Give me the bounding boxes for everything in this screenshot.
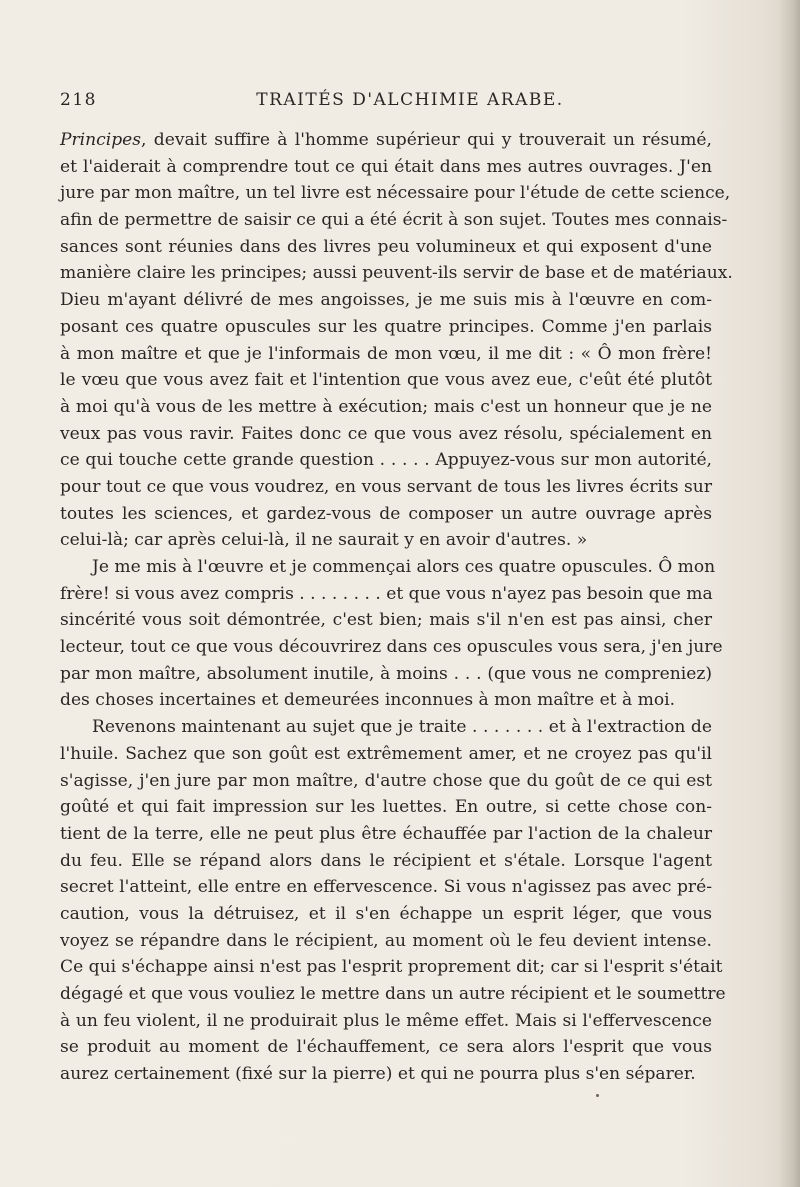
line-text: et l'aiderait à comprendre tout ce qui était dans mes autres ouvrages. J'en [60,156,712,177]
line-text: du feu. Elle se répand alors dans le récipient et s'étale. Lorsque l'agent [60,850,712,871]
line-text: caution, vous la détruisez, et il s'en échappe un esprit léger, que vous [60,903,712,924]
body-text [60,127,733,1088]
line-text: lecteur, tout ce que vous découvrirez dans ces opuscules vous sera, j'en jure [60,637,723,658]
text-line [60,421,712,448]
text-line [60,527,712,554]
line-text: secret l'atteint, elle entre en effervescence. Si vous n'agissez pas avec pré- [60,877,712,898]
line-text: , devait suffire à l'homme supérieur qui y trouverait un résumé, [141,130,712,150]
line-text: ce qui touche cette grande question . . . . . Appuyez-vous sur mon autorité, [60,450,712,471]
line-text: à mon maître et que je l'informais de mon vœu, il me dit : « Ô mon frère! [60,343,712,364]
text-line [60,367,712,394]
line-text: goûté et qui fait impression sur les luettes. En outre, si cette chose con- [60,797,712,818]
text-line [60,127,712,154]
running-head [60,90,720,118]
text-line [60,1008,712,1035]
line-text: le vœu que vous avez fait et l'intention que vous avez eue, c'eût été plutôt [60,370,712,391]
italic-word: Principes [60,130,142,150]
text-line [60,1061,712,1088]
line-text: afin de permettre de saisir ce qui a été écrit à son sujet. Toutes mes connais- [60,210,728,231]
text-line [60,474,712,501]
text-line [60,794,712,821]
line-text: des choses incertaines et demeurées inconnues à mon maître et à moi. [60,690,676,711]
line-text: aurez certainement (fixé sur la pierre) et qui ne pourra plus s'en séparer. [60,1064,696,1085]
line-text: Je me mis à l'œuvre et je commençai alors ces quatre opuscules. Ô mon [92,557,716,577]
page-number: 218 [60,90,97,110]
text-line [60,634,723,661]
line-text: pour tout ce que vous voudrez, en vous servant de tous les livres écrits sur [60,476,712,497]
text-line [60,687,712,714]
text-line [60,180,731,207]
text-line [60,981,726,1008]
line-text: se produit au moment de l'échauffement, ce sera alors l'esprit que vous [60,1037,712,1058]
text-line [60,501,712,528]
text-line [60,848,712,875]
text-line [60,581,712,608]
line-text: à un feu violent, il ne produirait plus le même effet. Mais si l'effervescence [60,1010,712,1031]
line-text: sances sont réunies dans des livres peu volumineux et qui exposent d'une [60,236,712,257]
text-line [60,287,712,314]
text-line [60,874,712,901]
page-edge-shadow [778,0,800,1187]
line-text: Ce qui s'échappe ainsi n'est pas l'esprit proprement dit; car si l'esprit s'était [60,957,723,978]
text-line [60,768,712,795]
text-line [60,821,712,848]
text-line [60,260,733,287]
line-text: frère! si vous avez compris . . . . . . . . et que vous n'ayez pas besoin que ma [60,583,713,604]
text-line [60,954,723,981]
text-line [60,607,712,634]
line-text: posant ces quatre opuscules sur les quatre principes. Comme j'en parlais [60,316,712,337]
text-line [60,394,712,421]
line-text: celui-là; car après celui-là, il ne saurait y en avoir d'autres. » [60,530,588,551]
line-text: veux pas vous ravir. Faites donc ce que vous avez résolu, spécialement en [60,423,712,444]
text-line [60,447,712,474]
line-text: tient de la terre, elle ne peut plus être échauffée par l'action de la chaleur [60,823,712,844]
text-line [60,661,712,688]
line-text: s'agisse, j'en jure par mon maître, d'autre chose que du goût de ce qui est [60,770,712,791]
text-line [60,901,712,928]
text-line [60,314,712,341]
line-text: manière claire les principes; aussi peuvent-ils servir de base et de matériaux. [60,263,733,284]
text-line [60,714,712,741]
running-title: TRAITÉS D'ALCHIMIE ARABE. [256,90,564,110]
line-text: jure par mon maître, un tel livre est nécessaire pour l'étude de cette science, [60,183,731,204]
line-text: l'huile. Sachez que son goût est extrêmement amer, et ne croyez pas qu'il [60,743,712,764]
text-line [60,1034,712,1061]
text-line [60,928,712,955]
line-text: à moi qu'à vous de les mettre à exécution; mais c'est un honneur que je ne [60,396,712,417]
text-line [60,154,712,181]
line-text: toutes les sciences, et gardez-vous de composer un autre ouvrage après [60,503,712,524]
text-line [60,234,712,261]
line-text: dégagé et que vous vouliez le mettre dans un autre récipient et le soumettre [60,984,726,1004]
text-line [60,341,712,368]
paper-speck [596,1094,599,1097]
line-text: Dieu m'ayant délivré de mes angoisses, je me suis mis à l'œuvre en com- [60,290,712,311]
line-text: sincérité vous soit démontrée, c'est bien; mais s'il n'en est pas ainsi, cher [60,610,712,631]
line-text: par mon maître, absolument inutile, à moins . . . (que vous ne compreniez) [60,663,712,684]
line-text: Revenons maintenant au sujet que je traite . . . . . . . et à l'extraction de [92,717,712,738]
text-line [60,741,712,768]
line-text: voyez se répandre dans le récipient, au moment où le feu devient intense. [60,930,712,951]
text-line [60,554,716,581]
text-line [60,207,728,234]
